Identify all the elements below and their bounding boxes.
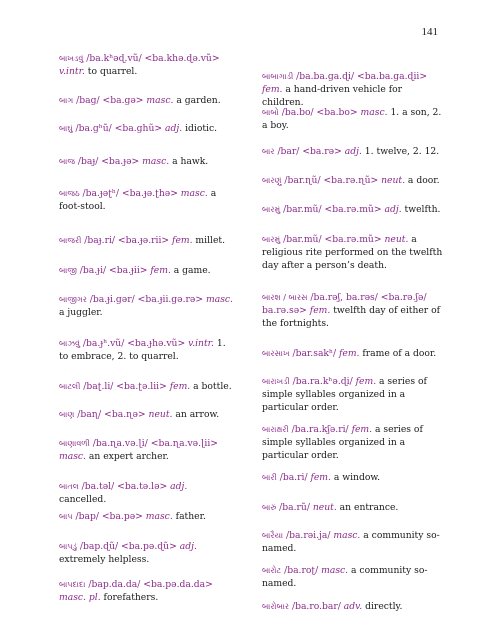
dictionary-entry [262,529,446,555]
grammar-tag: adj. [162,123,183,134]
dictionary-entry [59,337,237,363]
phonetic: /ba.rəi.ja/ [283,530,331,541]
definition: idiotic. [182,123,218,134]
dictionary-entry [262,233,446,272]
phonetic: /ba.ɟi.gər/ <ba.ɟii.gə.rə> [86,294,204,305]
definition: 1. to embrace, 2. to quarrel. [59,338,226,363]
headword: બાગ [59,96,74,105]
definition: a religious rite performed on the twelfth day after a person’s death. [262,234,443,272]
phonetic: /ba.ra.kʰə.ɖi/ [289,376,353,387]
phonetic: /bar.sakʰ/ [289,348,337,359]
phonetic: /ba.roʈ/ [281,565,319,576]
grammar-tag: fem. [262,84,283,96]
definition: a series of simple syllables organized in a particular order. [262,376,427,414]
headword: બારૈયા [262,531,284,540]
definition: to quarrel. [84,66,138,78]
headword: બારસાખ [262,349,290,358]
headword: બારણું [262,176,282,185]
phonetic: /bap.da.da/ <ba.pə.da.da> [85,579,213,590]
headword: બાતલ [59,482,79,491]
headword: બાજ [59,157,75,166]
phonetic: /bap/ <ba.pə> [72,511,143,522]
headword: બાજરી [59,236,82,245]
definition: directly. [362,601,403,612]
phonetic: /ba.rəʃ, ba.rəs/ <ba.rə.ʃə/ ba.rə.sə> [262,292,427,317]
phonetic: /ba.gʰũ/ <ba.ghũ> [72,123,163,134]
dictionary-entry [59,187,237,213]
phonetic: /ba.ɟʰ.vũ/ <ba.ɟhə.vũ> [80,338,186,349]
grammar-tag: masc. [143,95,174,106]
grammar-tag: masc. [318,565,349,576]
grammar-tag: fem. [307,472,331,483]
phonetic: /bar.ɳũ/ <ba.rə.ɳũ> [281,175,379,186]
dictionary-entry [262,106,446,132]
grammar-tag: adj. [341,146,362,157]
phonetic: /bar.mũ/ <ba.rə.mũ> [280,204,382,215]
grammar-tag: neut. [381,234,409,245]
definition: a hand-driven vehicle for children. [262,84,403,109]
dictionary-entry [59,510,237,523]
grammar-tag: masc. [59,451,86,463]
grammar-tag: masc. pl. [59,592,101,604]
headword: બાબાગાડી [262,72,294,81]
headword: બારોટ [262,566,282,575]
definition: a window. [330,472,381,483]
phonetic: /bar/ <ba.rə> [274,146,342,157]
dictionary-entry [59,408,237,421]
headword: બારી [262,473,277,482]
headword: બાર [262,147,275,156]
headword: બારશ / બારસ [262,293,308,302]
headword: બાજી [59,266,77,275]
definition: father. [172,511,206,522]
headword: બાખડવું [59,54,84,63]
dictionary-entry [59,234,237,247]
definition: a community so-named. [262,530,440,555]
definition: an entrance. [336,502,399,513]
dictionary-entry [262,564,446,590]
dictionary-entry [262,501,446,514]
headword: બાઘું [59,124,73,133]
phonetic: /bap.ɖũ/ <ba.pə.ɖũ> [76,541,177,552]
dictionary-entry [262,423,446,462]
phonetic: /ba.ɟəʈʰ/ <ba.ɟə.ʈhə> [79,188,178,199]
dictionary-entry [59,437,237,463]
definition: a game. [170,265,211,276]
headword: બાજઠ [59,189,80,198]
dictionary-entry [59,380,237,393]
headword: બાબો [262,108,279,117]
grammar-tag: fem. [166,381,191,392]
phonetic: /ba.ɟi/ <ba.ɟii> [76,265,148,276]
dictionary-entry [262,600,446,613]
definition: a door. [405,175,440,186]
phonetic: /ba.rũ/ [276,502,310,513]
definition: frame of a door. [359,348,437,359]
headword: બારું [262,503,277,512]
grammar-tag: v.intr. [185,338,214,349]
dictionary-entry [262,145,446,158]
definition: a garden. [173,95,221,106]
headword: બાપ [59,512,73,521]
definition: 1. twelve, 2. 12. [361,146,440,157]
dictionary-entry [59,540,237,566]
headword: બાપડું [59,542,77,551]
grammar-tag: adj. [381,204,402,215]
grammar-tag: masc. [357,107,388,118]
definition: forefathers. [100,592,159,604]
phonetic: /ba.bo/ <ba.bo> [278,107,358,118]
grammar-tag: masc. [177,188,208,199]
dictionary-entry [59,578,237,604]
grammar-tag: fem. [348,424,373,435]
grammar-tag: adj. [167,481,188,492]
phonetic: /baɟ.ri/ <ba.ɟə.rii> [81,235,170,246]
definition: cancelled. [59,494,107,506]
phonetic: /baʈ.li/ <ba.ʈə.lii> [80,381,167,392]
grammar-tag: neut. [145,409,173,420]
grammar-tag: v.intr. [59,66,85,78]
definition: an expert archer. [85,451,169,463]
definition: an arrow. [172,409,220,420]
dictionary-entry [59,155,237,168]
headword: બાણ [59,410,75,419]
grammar-tag: masc. [203,294,233,305]
definition: a community so-named. [262,565,428,590]
dictionary-entry [59,94,237,107]
phonetic: /ba.ri/ [276,472,308,483]
grammar-tag: neut. [309,502,337,513]
headword: બાઝવું [59,339,80,348]
definition: millet. [192,235,226,246]
phonetic: /ba.təl/ <ba.tə.lə> [78,481,168,492]
dictionary-entry [262,375,446,414]
dictionary-entry [262,471,446,484]
headword: બારાક્ષરી [262,425,289,434]
definition: a juggler. [59,307,103,319]
page-number: 141 [421,26,438,38]
phonetic: /ba.ra.kʃə.ri/ [288,424,349,435]
headword: બાપદાદા [59,580,86,589]
grammar-tag: fem. [169,235,193,246]
dictionary-entry [59,264,237,277]
phonetic: /bag/ <ba.gə> [73,95,144,106]
dictionary-entry [262,203,446,216]
headword: બારાખડી [262,377,290,386]
phonetic: /ba.kʰəɖ.vũ/ <ba.khə.ɖə.vũ> [83,53,220,64]
grammar-tag: masc. [330,530,361,541]
definition: twelfth day of either of the fortnights. [262,305,441,330]
definition: a bottle. [190,381,232,392]
headword: બારમું [262,205,281,214]
dictionary-entry [59,480,237,506]
grammar-tag: masc. [139,156,170,167]
grammar-tag: adj. [176,541,197,552]
definition: 1. a son, 2. a boy. [262,107,442,132]
grammar-tag: masc. [142,511,173,522]
definition: a foot-stool. [59,188,217,213]
dictionary-entry [262,291,446,330]
grammar-tag: fem. [336,348,360,359]
phonetic: /ba.ro.bar/ [289,601,341,612]
definition: twelfth. [401,204,441,215]
dictionary-entry [262,347,446,360]
headword: બાટલી [59,382,81,391]
dictionary-entry [59,122,237,135]
headword: બારોબાર [262,602,290,611]
definition: a hawk. [169,156,209,167]
definition: extremely helpless. [59,554,150,566]
phonetic: /baɳ/ <ba.ɳə> [74,409,146,420]
phonetic: /bar.mũ/ <ba.rə.mũ> [280,234,382,245]
dictionary-entry [59,293,237,319]
phonetic: /ba.ɳa.və.ɭi/ <ba.ɳa.və.ɭii> [89,438,218,449]
grammar-tag: fem. [306,305,331,317]
definition: a series of simple syllables organized in a particular order. [262,424,423,462]
headword: બાણાવળી [59,439,90,448]
dictionary-entry [262,70,446,109]
headword: બારમું [262,235,281,244]
grammar-tag: adv. [340,601,363,612]
dictionary-entry [262,174,446,187]
headword: બાજીગર [59,295,87,304]
grammar-tag: neut. [378,175,406,186]
grammar-tag: fem. [352,376,377,387]
phonetic: /baɟ/ <ba.ɟə> [74,156,140,167]
phonetic: /ba.ba.ga.ɖi/ <ba.ba.ga.ɖii> [293,71,428,82]
dictionary-entry [59,52,237,78]
grammar-tag: fem. [147,265,171,276]
